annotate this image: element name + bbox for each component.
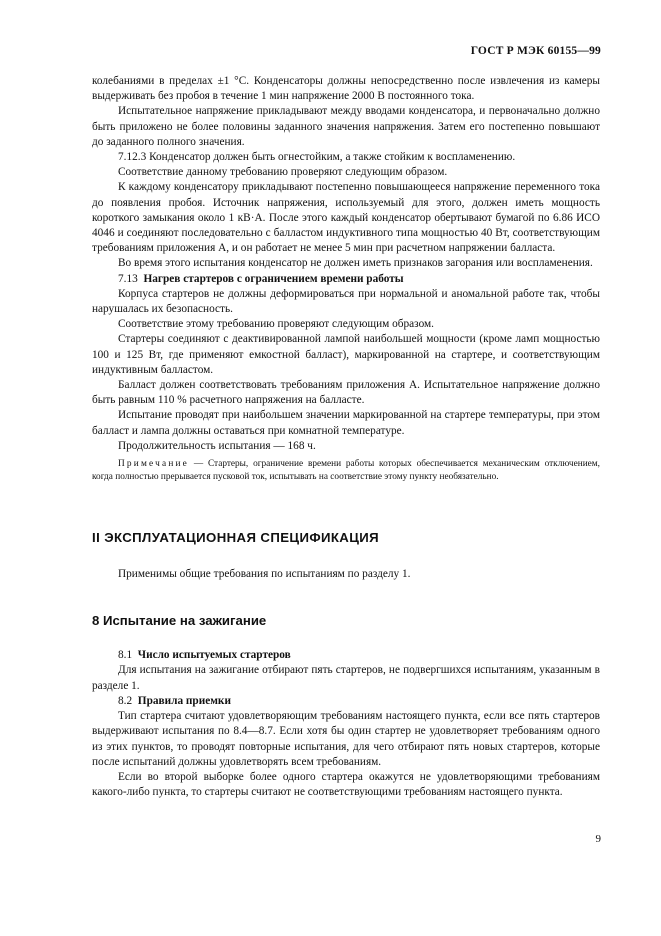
paragraph: К каждому конденсатору прикладывают постепенно повышающееся напряжение переменного тока до появления пробоя. Источник напряжения, используемый для этого, должен иметь мощность короткого замыкания около 1 кВ·А. После этого каждый конденсатор обертывают бумагой по 6.86 ИСО 4046 и соединяют последовательно с балластом индуктивного типа мощностью 40 Вт, соответствующим требованиям приложения А, и он работает не менее 5 мин при расчетном напряжении балласта. bbox=[92, 181, 600, 255]
clause-number: 8.1 bbox=[118, 649, 133, 662]
paragraph: Для испытания на зажигание отбирают пять стартеров, не подвергшихся испытаниям, указанным в разделе 1. bbox=[92, 664, 600, 692]
clause-8-1-heading bbox=[92, 648, 600, 663]
note bbox=[92, 458, 600, 484]
paragraph: Соответствие данному требованию проверяют следующим образом. bbox=[118, 166, 448, 179]
paragraph: Корпуса стартеров не должны деформироваться при нормальной и аномальной работе так, чтобы нарушалась их безопасность. bbox=[92, 287, 600, 316]
paragraph: Во время этого испытания конденсатор не должен иметь признаков загорания или воспламенения. bbox=[118, 257, 593, 270]
paragraph: Если во второй выборке более одного стартера окажутся не удовлетворяющими требованиям какого-либо пункта, то стартеры считают не соответствующими требованиям настоящего пункта. bbox=[92, 770, 600, 799]
clause-number: 7.13 bbox=[118, 272, 138, 285]
clause-title: Правила приемки bbox=[137, 694, 231, 707]
note-label: Примечание bbox=[118, 459, 189, 470]
clause-7-13-heading bbox=[92, 272, 600, 287]
section-8-title: 8 Испытание на зажигание bbox=[92, 613, 267, 629]
paragraph: Испытательное напряжение прикладывают между вводами конденсатора, и первоначально должно быть приложено не более половины заданного значения напряжения. Затем его постепенно повышают до заданного полного значения. bbox=[92, 105, 600, 148]
document-header: ГОСТ Р МЭК 60155—99 bbox=[470, 45, 601, 57]
part-title: II ЭКСПЛУАТАЦИОННАЯ СПЕЦИФИКАЦИЯ bbox=[92, 530, 380, 546]
clause-title: Число испытуемых стартеров bbox=[137, 649, 291, 662]
paragraph: Соответствие этому требованию проверяют следующим образом. bbox=[118, 318, 434, 331]
page-number: 9 bbox=[595, 833, 601, 845]
clause-title: Нагрев стартеров с ограничением времени работы bbox=[143, 272, 404, 285]
paragraph: Продолжительность испытания — 168 ч. bbox=[118, 439, 316, 452]
paragraph: Применимы общие требования по испытаниям по разделу 1. bbox=[118, 568, 411, 581]
paragraph: колебаниями в пределах ±1 °С. Конденсаторы должны непосредственно после извлечения из камеры выдерживать без пробоя в течение 1 мин напряжение 2000 В постоянного тока. bbox=[92, 75, 600, 103]
clause-8-2-heading bbox=[92, 694, 600, 709]
clause-7-12-3: 7.12.3 Конденсатор должен быть огнестойким, а также стойким к воспламенению. bbox=[118, 151, 516, 164]
paragraph: Балласт должен соответствовать требованиям приложения А. Испытательное напряжение должно быть равным 110 % расчетного напряжения на балласте. bbox=[92, 379, 600, 407]
paragraph: Тип стартера считают удовлетворяющим требованиям настоящего пункта, если все пять стартеров выдерживают испытания по 8.4—8.7. Если хотя бы один стартер не удовлетворяет требованиям одного из этих пунктов, то проводят повторные испытания, для чего отбирают пять новых стартеров, которые после испытаний должны удовлетворять всем требованиям. bbox=[92, 710, 600, 768]
paragraph: Испытание проводят при наибольшем значении маркированной на стартере температуры, при этом балласт и лампа должны оставаться при комнатной температуре. bbox=[92, 409, 600, 437]
clause-number: 8.2 bbox=[118, 694, 133, 707]
paragraph: Стартеры соединяют с деактивированной лампой наибольшей мощности (кроме ламп мощностью 100 и 125 Вт, где применяют емкостной балласт), маркированной на стартере, и соответствующим индуктивным балластом. bbox=[92, 333, 600, 376]
note-text: — Стартеры, ограничение времени работы которых обеспечивается механическим отключением, когда полностью прерывается пусковой ток, испытывать на соответствие этому пункту необязательно. bbox=[92, 459, 601, 483]
document-body bbox=[92, 74, 600, 800]
